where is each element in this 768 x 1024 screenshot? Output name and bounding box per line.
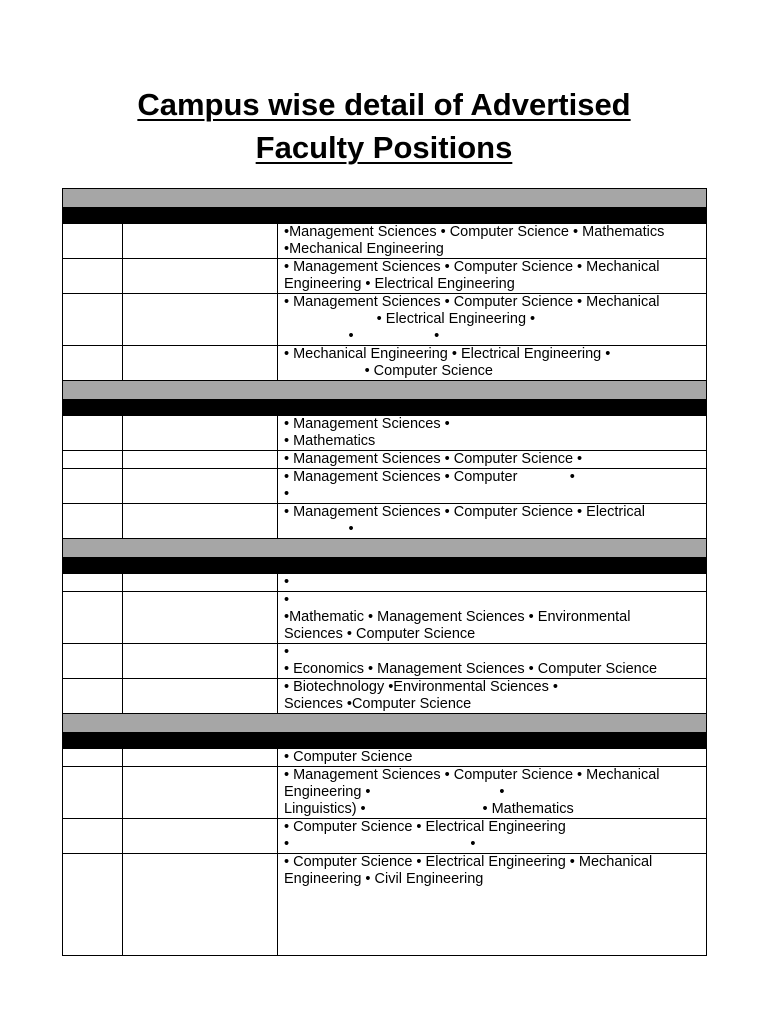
column-header-cell bbox=[123, 558, 278, 574]
table-row bbox=[63, 767, 707, 819]
department-line: • bbox=[284, 644, 290, 660]
departments-cell bbox=[278, 819, 707, 854]
serial-cell bbox=[63, 416, 123, 451]
departments-cell bbox=[278, 469, 707, 504]
department-line: Sciences •Computer Science bbox=[284, 696, 472, 712]
table-row bbox=[63, 346, 707, 381]
table-row bbox=[63, 224, 707, 259]
page-title-line-1: Campus wise detail of Advertised bbox=[137, 87, 631, 122]
serial-cell bbox=[63, 346, 123, 381]
departments-cell bbox=[278, 451, 707, 469]
column-header-cell bbox=[278, 208, 707, 224]
department-line: • bbox=[284, 592, 290, 608]
department-line: Engineering • Civil Engineering bbox=[284, 871, 484, 887]
department-line: •Mechanical Engineering bbox=[284, 241, 444, 257]
table-row bbox=[63, 679, 707, 714]
serial-cell bbox=[63, 679, 123, 714]
column-header-cell bbox=[63, 733, 123, 749]
campus-name-cell bbox=[123, 416, 278, 451]
table-row bbox=[63, 259, 707, 294]
departments-cell bbox=[278, 679, 707, 714]
campus-band-cell bbox=[63, 189, 707, 208]
campus-name-cell bbox=[123, 644, 278, 679]
department-line: • Computer Science bbox=[284, 749, 413, 765]
serial-cell bbox=[63, 224, 123, 259]
campus-name-cell bbox=[123, 767, 278, 819]
department-line: • bbox=[284, 486, 290, 502]
campus-name-cell bbox=[123, 749, 278, 767]
campus-name-cell bbox=[123, 346, 278, 381]
department-line: Linguistics) • • Mathematics bbox=[284, 801, 574, 817]
department-line: •Mathematic • Management Sciences • Environmental bbox=[284, 609, 631, 625]
department-line: • • bbox=[284, 328, 440, 344]
serial-cell bbox=[63, 767, 123, 819]
department-line: • Electrical Engineering • bbox=[284, 311, 536, 327]
table-row bbox=[63, 469, 707, 504]
campus-name-cell bbox=[123, 504, 278, 539]
table-row bbox=[63, 416, 707, 451]
department-line: • Management Sciences • Computer Science • bbox=[284, 451, 583, 467]
column-header-cell bbox=[278, 400, 707, 416]
column-header-row bbox=[63, 400, 707, 416]
campus-name-cell bbox=[123, 259, 278, 294]
department-line: • Management Sciences • bbox=[284, 416, 450, 432]
table-row bbox=[63, 644, 707, 679]
department-line: • Computer Science bbox=[284, 363, 493, 379]
department-line: Engineering • Electrical Engineering bbox=[284, 276, 515, 292]
department-line: • Computer Science • Electrical Engineering • Mechanical bbox=[284, 854, 653, 870]
department-line: • Management Sciences • Computer Science • Electrical bbox=[284, 504, 645, 520]
departments-cell bbox=[278, 592, 707, 644]
column-header-cell bbox=[63, 208, 123, 224]
serial-cell bbox=[63, 644, 123, 679]
column-header-cell bbox=[278, 558, 707, 574]
column-header-cell bbox=[278, 733, 707, 749]
serial-cell bbox=[63, 504, 123, 539]
table-row bbox=[63, 592, 707, 644]
table-row bbox=[63, 854, 707, 956]
campus-name-cell bbox=[123, 592, 278, 644]
department-line: • Biotechnology •Environmental Sciences • bbox=[284, 679, 558, 695]
departments-cell bbox=[278, 346, 707, 381]
table-row bbox=[63, 819, 707, 854]
table-row bbox=[63, 749, 707, 767]
departments-cell bbox=[278, 259, 707, 294]
departments-cell bbox=[278, 749, 707, 767]
table-row bbox=[63, 451, 707, 469]
column-header-row bbox=[63, 208, 707, 224]
column-header-row bbox=[63, 558, 707, 574]
department-line: • bbox=[284, 521, 354, 537]
serial-cell bbox=[63, 574, 123, 592]
serial-cell bbox=[63, 819, 123, 854]
campus-band-row bbox=[63, 381, 707, 400]
campus-band-row bbox=[63, 189, 707, 208]
departments-cell bbox=[278, 224, 707, 259]
departments-cell bbox=[278, 644, 707, 679]
campus-band-cell bbox=[63, 539, 707, 558]
faculty-positions-table bbox=[62, 188, 707, 956]
column-header-cell bbox=[123, 208, 278, 224]
campus-name-cell bbox=[123, 294, 278, 346]
table-row bbox=[63, 574, 707, 592]
departments-cell bbox=[278, 504, 707, 539]
table-row bbox=[63, 504, 707, 539]
department-line: • Economics • Management Sciences • Computer Science bbox=[284, 661, 658, 677]
departments-cell bbox=[278, 294, 707, 346]
department-line: • Management Sciences • Computer • bbox=[284, 469, 575, 485]
campus-band-row bbox=[63, 714, 707, 733]
departments-cell bbox=[278, 767, 707, 819]
departments-cell bbox=[278, 416, 707, 451]
department-line: Engineering • • bbox=[284, 784, 505, 800]
campus-name-cell bbox=[123, 819, 278, 854]
department-line: •Management Sciences • Computer Science • Mathematics bbox=[284, 224, 665, 240]
department-line: • Mechanical Engineering • Electrical Engineering • bbox=[284, 346, 611, 362]
department-line: • Mathematics bbox=[284, 433, 376, 449]
serial-cell bbox=[63, 592, 123, 644]
campus-name-cell bbox=[123, 224, 278, 259]
serial-cell bbox=[63, 749, 123, 767]
column-header-cell bbox=[63, 400, 123, 416]
campus-name-cell bbox=[123, 469, 278, 504]
department-line: Sciences • Computer Science bbox=[284, 626, 476, 642]
departments-cell bbox=[278, 574, 707, 592]
department-line: • Management Sciences • Computer Science • Mechanical bbox=[284, 259, 660, 275]
campus-name-cell bbox=[123, 451, 278, 469]
serial-cell bbox=[63, 259, 123, 294]
campus-name-cell bbox=[123, 574, 278, 592]
column-header-cell bbox=[63, 558, 123, 574]
column-header-cell bbox=[123, 400, 278, 416]
serial-cell bbox=[63, 854, 123, 956]
campus-name-cell bbox=[123, 854, 278, 956]
serial-cell bbox=[63, 451, 123, 469]
page-title-line-2: Faculty Positions bbox=[255, 130, 513, 165]
campus-band-cell bbox=[63, 381, 707, 400]
serial-cell bbox=[63, 469, 123, 504]
campus-band-cell bbox=[63, 714, 707, 733]
department-line: • Management Sciences • Computer Science • Mechanical bbox=[284, 767, 660, 783]
department-line: • Computer Science • Electrical Engineering bbox=[284, 819, 566, 835]
column-header-row bbox=[63, 733, 707, 749]
serial-cell bbox=[63, 294, 123, 346]
campus-band-row bbox=[63, 539, 707, 558]
department-line: • bbox=[284, 574, 290, 590]
column-header-cell bbox=[123, 733, 278, 749]
department-line: • • bbox=[284, 836, 476, 852]
table-row bbox=[63, 294, 707, 346]
departments-cell bbox=[278, 854, 707, 956]
table-body bbox=[63, 189, 707, 956]
department-line: • Management Sciences • Computer Science • Mechanical bbox=[284, 294, 660, 310]
campus-name-cell bbox=[123, 679, 278, 714]
